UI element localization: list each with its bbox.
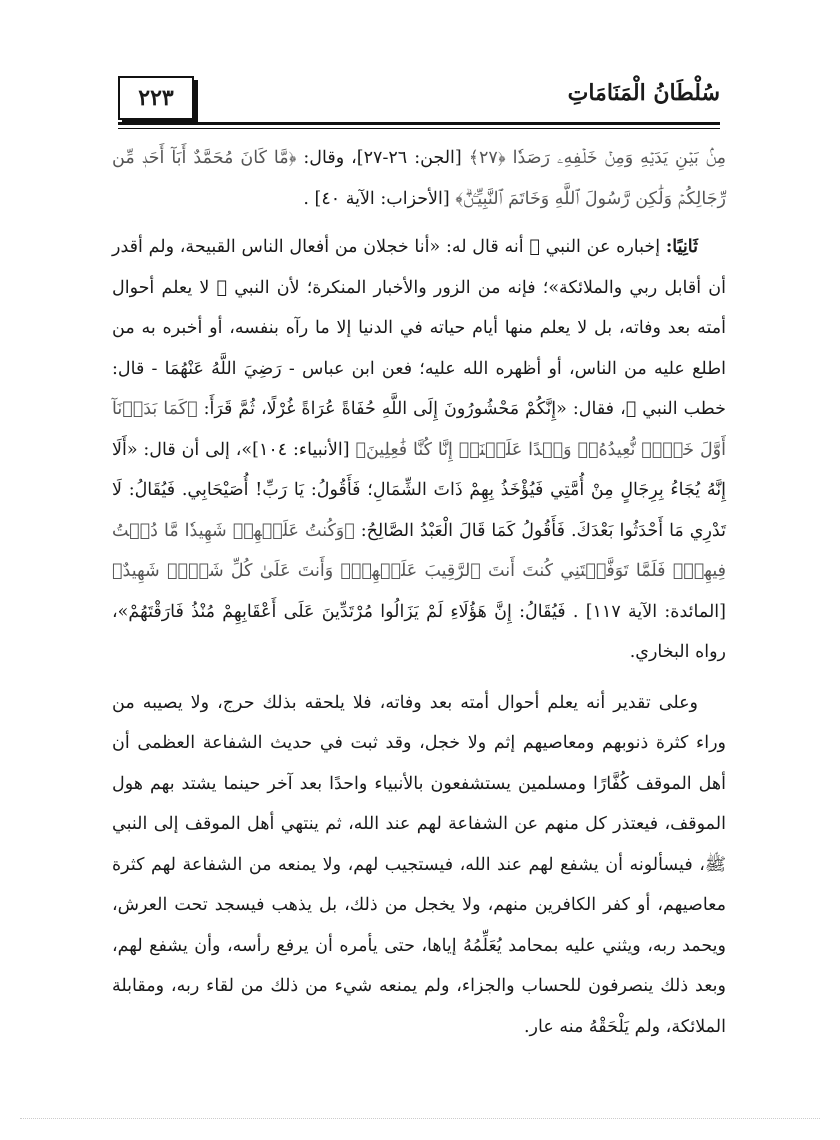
quran-quote: ﴿كَمَا بَدَأۡنَآ أَوَّلَ خَلۡقٖ نُّعِيدُهُۥۚ وَعۡدًا عَلَيۡنَآۚ إِنَّا كُنَّا فَٰعِلِينَ﴾ (112, 399, 726, 460)
verse-reference: [الجن: ٢٦-٢٧]، وقال: (303, 148, 462, 168)
page-header (118, 72, 720, 128)
honorific: - رَضِيَ اللَّهُ عَنْهُمَا - (151, 358, 295, 379)
verse-reference: [الأحزاب: الآية ٤٠] . (303, 188, 450, 209)
hadith-text: [المائدة: الآية ١١٧] . فَيُقَالُ: إِنَّ هَؤُلَاءِ لَمْ يَزَالُوا مُرْتَدِّينَ عَلَى أَعْقَابِهِمْ مُنْذُ فَارَقْتَهُمْ»، رواه البخاري. (112, 601, 726, 662)
paragraph-3 (112, 683, 726, 1048)
running-title: سُلْطَانُ الْمَنَامَاتِ (567, 80, 720, 106)
quran-quote: ﴿مَّا كَانَ مُحَمَّدٌ أَبَآ أَحَدٖ مِّن رِّجَالِكُمۡ وَلَٰكِن رَّسُولَ ٱللَّهِ وَخَاتَمَ ٱلنَّبِيِّـۧنَۗ﴾ (112, 148, 726, 209)
hadith-text: [الأنبياء: ١٠٤]»، إلى أن قال: «أَلَا إِنَّهُ يُجَاءُ بِرِجَالٍ مِنْ أُمَّتِي فَيُؤْخَذُ بِهِمْ ذَاتَ الشِّمَالِ؛ فَأَقُولُ: يَا رَبِّ! أُصَيْحَابِي. فَيُقَالُ: لَا تَدْرِي مَا أَحْدَثُوا بَعْدَكَ. فَأَقُولُ كَمَا قَالَ الْعَبْدُ الصَّالِحُ: (112, 439, 726, 541)
scan-edge (20, 1118, 820, 1120)
page-number: ٢٢٣ (118, 76, 194, 120)
quran-quote: مِنۢ بَيۡنِ يَدَيۡهِ وَمِنۡ خَلۡفِهِۦ رَصَدٗا ﴿٢٧﴾ (468, 148, 726, 168)
body-text: إخباره عن النبي ﷺ أنه قال له: «أنا خجلان من أفعال الناس القبيحة، ولم أقدر أن أقابل ربي والملائكة»؛ فإنه من الزور والأخبار المنكرة؛ لأن النبي ﷺ لا يعلم أحوال أمته بعد وفاته، بل لا يعلم منها أيام حياته في الدنيا إلا ما رآه بنفسه، أو أخبره به من اطلع عليه من الناس، أو أظهره الله عليه؛ فعن ابن عباس (112, 237, 726, 379)
quran-quote: ﴿وَكُنتُ عَلَيۡهِمۡ شَهِيدٗا مَّا دُمۡتُ فِيهِمۡۖ فَلَمَّا تَوَفَّيۡتَنِي كُنتَ أَنتَ ٱلرَّقِيبَ عَلَيۡهِمۡۚ وَأَنتَ عَلَىٰ كُلِّ شَيۡءٖ شَهِيدٌ﴾ (112, 520, 726, 581)
section-marker: ثَانِيًا: (665, 237, 698, 257)
hadith-text: قال: خطب النبي ﷺ، فقال: «إِنَّكُمْ مَحْشُورُونَ إِلَى اللَّهِ حُفَاةً عُرَاةً غُرْلًا، ثُمَّ قَرَأَ: (112, 358, 726, 419)
header-rule-thick (118, 122, 720, 125)
paragraph-2 (112, 227, 726, 673)
body-text: وعلى تقدير أنه يعلم أحوال أمته بعد وفاته، فلا يلحقه بذلك حرج، ولا يصيبه من وراء كثرة ذنوبهم ومعاصيهم إثم ولا خجل، وقد ثبت في حديث الشفاعة العظمى أن أهل الموقف كُفَّارًا ومسلمين يستشفعون بالأنبياء واحدًا بعد آخر حينما يشتد بهم هول الموقف، فيعتذر كل منهم عن الشفاعة لهم عند الله، ثم ينتهي أهل الموقف إلى النبي ﷺ، فيسألونه أن يشفع لهم عند الله، فيستجيب لهم، ولا يمنعه من الشفاعة لهم كثرة معاصيهم، أو كفر الكافرين منهم، ولا يخجل من ذلك، بل يذهب فيسجد تحت العرش، ويحمد ربه، ويثني عليه بمحامد يُعَلِّمُهُ إياها، حتى يأمره أن يرفع رأسه، وأن يشفع لهم، وبعد ذلك ينصرفون للحساب والجزاء، ولم يمنعه شيء من ذلك من لقاء ربه، ومقابلة الملائكة، ولم يَلْحَقْهُ منه عار. (112, 692, 726, 1037)
page-body (112, 138, 726, 1047)
header-rule-thin (118, 128, 720, 129)
paragraph-1 (112, 138, 726, 219)
